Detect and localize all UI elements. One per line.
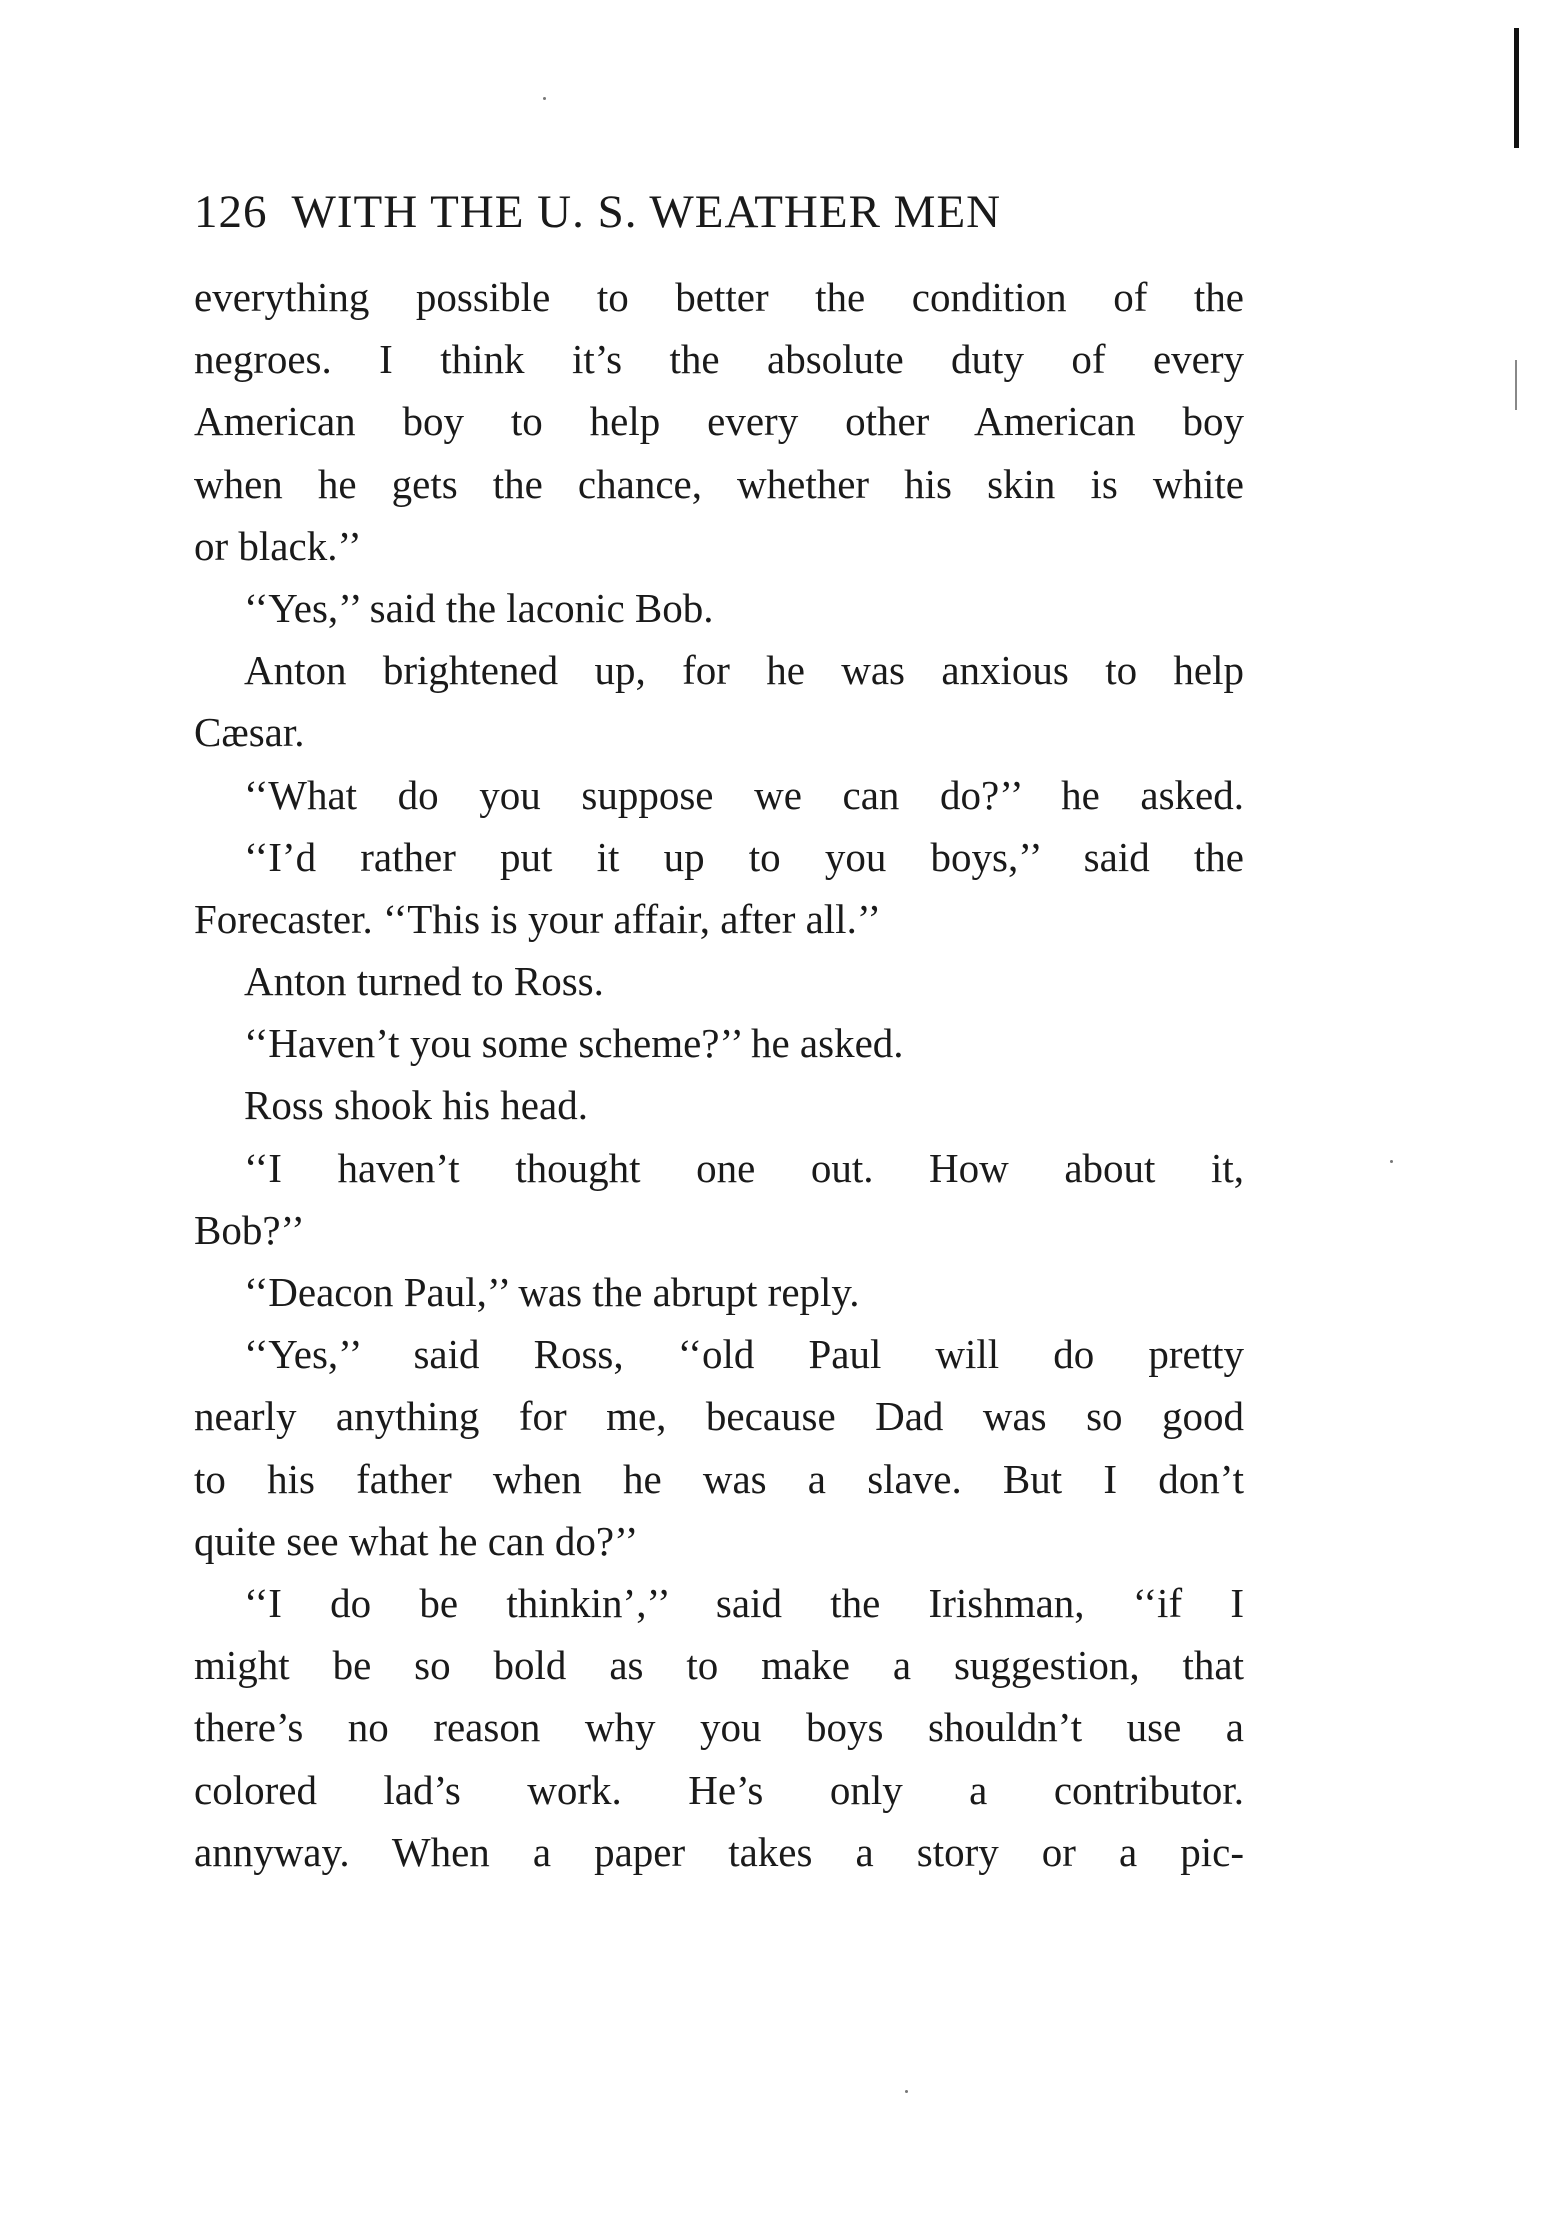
- paper-speck: [1390, 1160, 1393, 1163]
- running-title: WITH THE U. S. WEATHER MEN: [291, 186, 1002, 238]
- text-line: there’s no reason why you boys shouldn’t use a: [194, 1704, 1244, 1751]
- text-line: Forecaster. ‘‘This is your affair, after all.’’: [194, 895, 882, 942]
- text-line: ‘‘Yes,’’ said Ross, ‘‘old Paul will do pretty: [244, 1331, 1244, 1378]
- page-number: 126: [194, 186, 268, 238]
- text-line: Anton turned to Ross.: [244, 958, 604, 1005]
- text-line: ‘‘Deacon Paul,’’ was the abrupt reply.: [244, 1269, 860, 1315]
- text-line: to his father when he was a slave. But I don’t: [194, 1455, 1244, 1502]
- text-line: or black.’’: [194, 522, 362, 569]
- text-line: ‘‘I haven’t thought one out. How about it,: [244, 1144, 1244, 1191]
- text-line: ‘‘I’d rather put it up to you boys,’’ said the: [244, 833, 1244, 880]
- text-line: when he gets the chance, whether his skin is white: [194, 460, 1244, 507]
- text-line: annyway. When a paper takes a story or a pic-: [194, 1828, 1244, 1875]
- text-line: Anton brightened up, for he was anxious to help: [244, 647, 1244, 694]
- text-line: ‘‘Haven’t you some scheme?’’ he asked.: [244, 1020, 904, 1067]
- text-line: negroes. I think it’s the absolute duty of every: [194, 336, 1244, 383]
- body-text: [194, 266, 1244, 1883]
- text-line: American boy to help every other American boy: [194, 398, 1244, 445]
- text-line: colored lad’s work. He’s only a contributor.: [194, 1766, 1244, 1813]
- text-line: ‘‘I do be thinkin’,’’ said the Irishman, ‘‘if I: [244, 1579, 1244, 1626]
- text-line: might be so bold as to make a suggestion, that: [194, 1642, 1244, 1689]
- text-line: ‘‘Yes,’’ said the laconic Bob.: [244, 584, 714, 631]
- text-line: everything possible to better the condition of the: [194, 274, 1244, 320]
- text-line: ‘‘What do you suppose we can do?’’ he asked.: [244, 771, 1244, 818]
- scan-edge-mark: [1515, 360, 1517, 410]
- scan-edge-mark: [1514, 28, 1519, 148]
- text-line: Ross shook his head.: [244, 1082, 588, 1129]
- paper-speck: [905, 2090, 908, 2093]
- text-line: Bob?’’: [194, 1206, 305, 1253]
- paper-speck: [543, 97, 546, 100]
- running-head: [194, 182, 1244, 242]
- text-line: quite see what he can do?’’: [194, 1517, 639, 1564]
- text-line: nearly anything for me, because Dad was so good: [194, 1393, 1244, 1440]
- text-line: Cæsar.: [194, 709, 305, 756]
